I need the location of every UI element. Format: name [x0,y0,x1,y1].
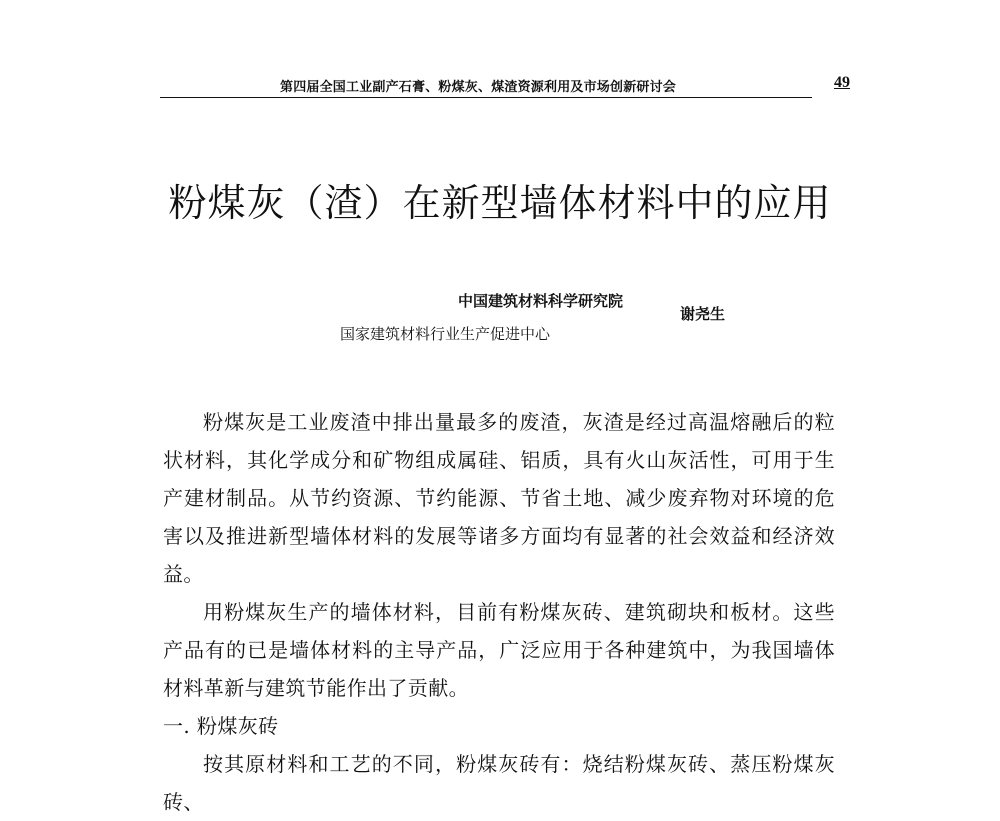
section-heading: 一. 粉煤灰砖 [163,714,279,738]
affiliation-2: 国家建筑材料行业生产促进中心 [340,325,551,343]
author-name: 谢尧生 [680,305,726,323]
affiliation-1: 中国建筑材料科学研究院 [458,292,624,310]
running-header [160,74,850,98]
paragraph-3: 按其原材料和工艺的不同，粉煤灰砖有：烧结粉煤灰砖、蒸压粉煤灰砖、 [163,752,835,814]
page-number: 49 [834,74,850,91]
body-text [163,403,835,821]
paragraph-2: 用粉煤灰生产的墙体材料，目前有粉煤灰砖、建筑砌块和板材。这些产品有的已是墙体材料的主导产品，广泛应用于各种建筑中，为我国墙体材料革新与建筑节能作出了贡献。 [163,600,835,700]
journal-title: 第四届全国工业副产石膏、粉煤灰、煤渣资源利用及市场创新研讨会 [280,80,677,95]
paper-title: 粉煤灰（渣）在新型墙体材料中的应用 [168,181,832,225]
paragraph-1: 粉煤灰是工业废渣中排出量最多的废渣，灰渣是经过高温熔融后的粒状材料，其化学成分和矿物组成属硅、铝质，具有火山灰活性，可用于生产建材制品。从节约资源、节约能源、节省土地、减少废弃物对环境的危害以及推进新型墙体材料的发展等诸多方面均有显著的社会效益和经济效益。 [163,410,835,586]
header-rule [160,97,812,98]
